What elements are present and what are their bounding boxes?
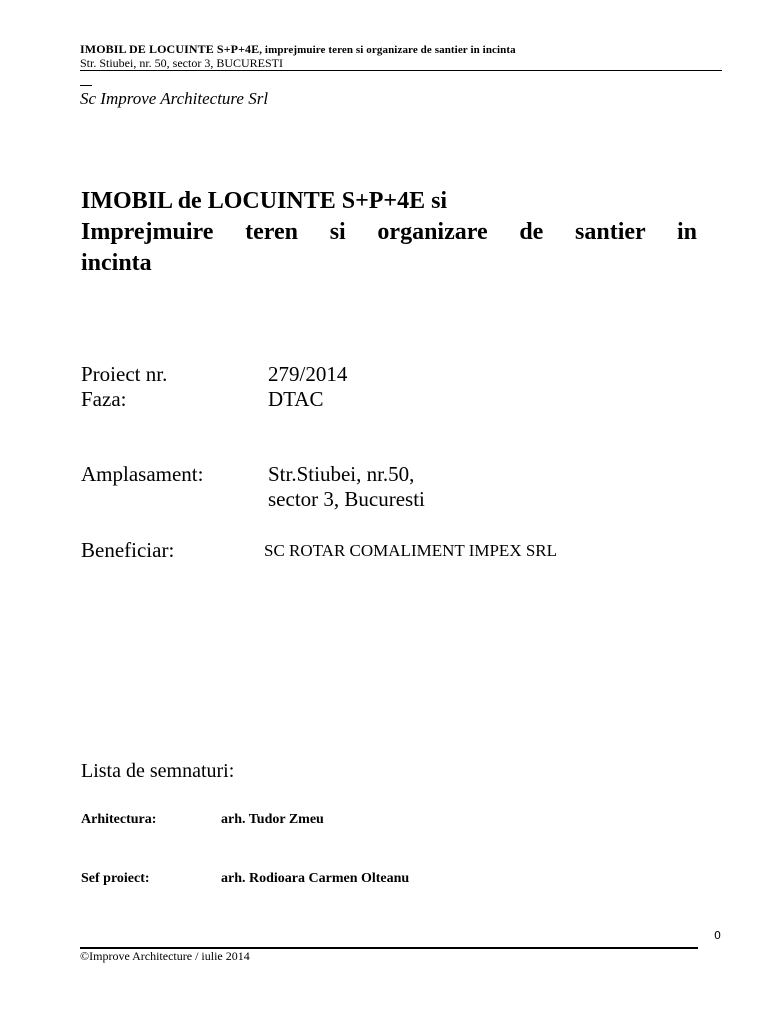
location-value-line-2: sector 3, Bucuresti <box>268 487 425 511</box>
header-divider <box>80 70 722 71</box>
header-project-title <box>80 42 516 57</box>
document-title <box>81 186 697 279</box>
signature-row-label-architecture: Arhitectura: <box>81 812 157 827</box>
header-title-bold: IMOBIL DE LOCUINTE S+P+4E <box>80 42 260 56</box>
signature-row-label-project-lead: Sef proiect: <box>81 871 150 886</box>
signature-row-value-project-lead: arh. Rodioara Carmen Olteanu <box>221 871 410 886</box>
page-number: 0 <box>714 929 721 942</box>
project-number-value: 279/2014 <box>268 362 348 386</box>
location-value-line-1: Str.Stiubei, nr.50, <box>268 462 415 486</box>
signatures-heading: Lista de semnaturi: <box>81 760 235 782</box>
phase-value: DTAC <box>268 387 324 411</box>
document-title-line-2: Imprejmuire teren si organizare de santier in <box>81 219 697 245</box>
document-title-line-3: incinta <box>81 250 152 276</box>
beneficiary-label: Beneficiar: <box>81 538 175 562</box>
phase-label: Faza: <box>81 387 127 411</box>
document-title-line-1: IMOBIL de LOCUINTE S+P+4E si <box>81 188 448 214</box>
beneficiary-value: SC ROTAR COMALIMENT IMPEX SRL <box>264 541 558 560</box>
footer-copyright: ©Improve Architecture / iulie 2014 <box>80 949 250 963</box>
header-address: Str. Stiubei, nr. 50, sector 3, BUCURESTI <box>80 56 284 70</box>
project-number-label: Proiect nr. <box>81 362 168 386</box>
header-company-name: Sc Improve Architecture Srl <box>80 89 269 108</box>
header-tick-mark <box>80 85 92 86</box>
header-title-rest: , imprejmuire teren si organizare de santier in incinta <box>259 44 516 56</box>
location-label: Amplasament: <box>81 462 204 486</box>
signature-row-value-architecture: arh. Tudor Zmeu <box>221 812 324 827</box>
